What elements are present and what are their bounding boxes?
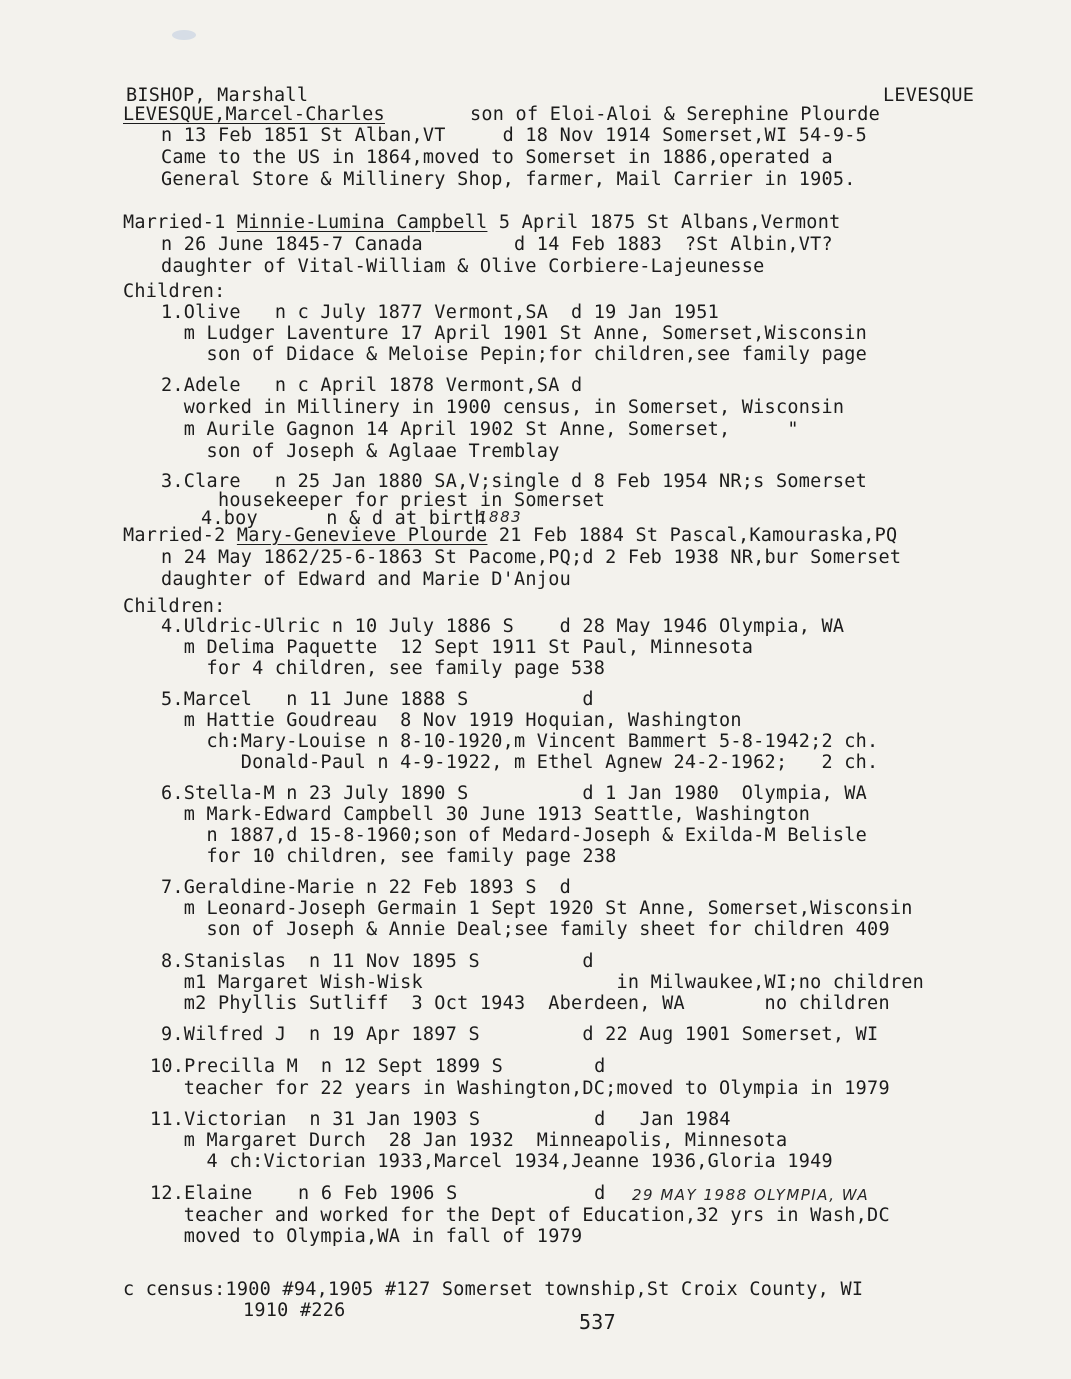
- marriage-2-spouse-parents: daughter of Edward and Marie D'Anjou: [161, 569, 571, 590]
- child-geraldine-marriage: m Leonard-Joseph Germain 1 Sept 1920 St Anne, Somerset,Wisconsin: [161, 898, 913, 919]
- child-elaine-note-2: moved to Olympia,WA in fall of 1979: [161, 1226, 583, 1247]
- subject-bio-1: Came to the US in 1864,moved to Somerset in 1886,operated a: [161, 147, 833, 168]
- marriage-2-prefix: Married-2: [123, 525, 237, 546]
- child-wilfred: 9.Wilfred J n 19 Apr 1897 S d 22 Aug 1901 Somerset, WI: [161, 1024, 879, 1045]
- marriage-1-rest: 5 April 1875 St Albans,Vermont: [487, 212, 841, 233]
- child-clare-note: housekeeper for priest in Somerset: [161, 490, 606, 511]
- child-stella-spouse-details: n 1887,d 15-8-1960;son of Medard-Joseph & Exilda-M Belisle: [161, 825, 868, 846]
- subject-birth-death: n 13 Feb 1851 St Alban,VT d 18 Nov 1914 Somerset,WI 54-9-5: [161, 125, 868, 146]
- child-adele: 2.Adele n c April 1878 Vermont,SA d: [161, 375, 583, 396]
- child-precilla-note: teacher for 22 years in Washington,DC;moved to Olympia in 1979: [161, 1078, 890, 1099]
- child-stella-children: for 10 children, see family page 238: [161, 846, 617, 867]
- header-right: LEVESQUE: [883, 85, 975, 106]
- page-number: 537: [579, 1310, 616, 1334]
- child-elaine-death-handwritten: 29 MAY 1988 OLYMPIA, WA: [632, 1186, 870, 1204]
- child-stella-marriage: m Mark-Edward Campbell 30 June 1913 Seattle, Washington: [161, 804, 811, 825]
- children-label-2: Children:: [123, 596, 226, 617]
- child-stanislas-marriage-1: m1 Margaret Wish-Wisk in Milwaukee,WI;no children: [161, 972, 924, 993]
- child-precilla: 10.Precilla M n 12 Sept 1899 S d: [150, 1056, 606, 1077]
- child-marcel: 5.Marcel n 11 June 1888 S d: [161, 689, 594, 710]
- child-uldric-marriage: m Delima Paquette 12 Sept 1911 St Paul, Minnesota: [161, 637, 754, 658]
- marriage-2-spouse-dates: n 24 May 1862/25-6-1863 St Pacome,PQ;d 2 Feb 1938 NR,bur Somerset: [161, 547, 902, 568]
- marriage-2-spouse: Mary-Genevieve Plourde: [236, 525, 488, 546]
- child-stanislas-marriage-2: m2 Phyllis Sutliff 3 Oct 1943 Aberdeen, WA no children: [161, 993, 890, 1014]
- child-marcel-child-1: ch:Mary-Louise n 8-10-1920,m Vincent Bammert 5-8-1942;2 ch.: [161, 731, 879, 752]
- child-olive: 1.Olive n c July 1877 Vermont,SA d 19 Jan 1951: [161, 302, 720, 323]
- marriage-1-line: [123, 212, 840, 234]
- child-adele-spouse-parents: son of Joseph & Aglaae Tremblay: [161, 441, 560, 462]
- child-victorian: 11.Victorian n 31 Jan 1903 S d Jan 1984: [150, 1109, 731, 1130]
- subject-parents: son of Eloi-Aloi & Serephine Plourde: [470, 104, 880, 125]
- child-uldric: 4.Uldric-Ulric n 10 July 1886 S d 28 May 1946 Olympia, WA: [161, 616, 845, 637]
- marriage-1-spouse-parents: daughter of Vital-William & Olive Corbiere-Lajeunesse: [161, 256, 765, 277]
- marriage-1-spouse-dates: n 26 June 1845-7 Canada d 14 Feb 1883 ?St Albin,VT?: [161, 234, 833, 255]
- child-uldric-children: for 4 children, see family page 538: [161, 658, 606, 679]
- child-stanislas: 8.Stanislas n 11 Nov 1895 S d: [161, 951, 594, 972]
- child-geraldine: 7.Geraldine-Marie n 22 Feb 1893 S d: [161, 877, 571, 898]
- census-line-1: c census:1900 #94,1905 #127 Somerset township,St Croix County, WI: [123, 1279, 864, 1300]
- marriage-1-prefix: Married-1: [123, 212, 237, 233]
- child-olive-marriage: m Ludger Laventure 17 April 1901 St Anne, Somerset,Wisconsin: [161, 323, 868, 344]
- child-elaine: 12.Elaine n 6 Feb 1906 S d: [150, 1183, 606, 1204]
- marriage-2-rest: 21 Feb 1884 St Pascal,Kamouraska,PQ: [487, 525, 898, 546]
- marriage-2-line: [123, 525, 897, 547]
- child-stella: 6.Stella-M n 23 July 1890 S d 1 Jan 1980 Olympia, WA: [161, 783, 868, 804]
- child-elaine-note-1: teacher and worked for the Dept of Education,32 yrs in Wash,DC: [161, 1205, 890, 1226]
- child-victorian-children: 4 ch:Victorian 1933,Marcel 1934,Jeanne 1936,Gloria 1949: [161, 1151, 833, 1172]
- child-clare: 3.Clare n 25 Jan 1880 SA,V;single d 8 Feb 1954 NR;s Somerset: [161, 471, 868, 492]
- child-boy-year-handwritten: 1883: [478, 508, 523, 526]
- child-adele-note: worked in Millinery in 1900 census, in Somerset, Wisconsin: [161, 397, 845, 418]
- child-adele-marriage: m Aurile Gagnon 14 April 1902 St Anne, Somerset, ": [161, 419, 799, 440]
- blue-smudge: [172, 30, 196, 40]
- child-boy: 4.boy n & d at birth: [201, 508, 486, 529]
- census-line-2: 1910 #226: [243, 1300, 346, 1321]
- subject-bio-2: General Store & Millinery Shop, farmer, Mail Carrier in 1905.: [161, 169, 856, 190]
- subject-name: LEVESQUE,Marcel-Charles: [123, 104, 385, 125]
- children-label-1: Children:: [123, 281, 226, 302]
- child-olive-spouse-parents: son of Didace & Meloise Pepin;for children,see family page: [161, 344, 868, 365]
- child-marcel-marriage: m Hattie Goudreau 8 Nov 1919 Hoquian, Washington: [161, 710, 742, 731]
- marriage-1-spouse: Minnie-Lumina Campbell: [236, 212, 488, 233]
- child-marcel-child-2: Donald-Paul n 4-9-1922, m Ethel Agnew 24-2-1962; 2 ch.: [161, 752, 879, 773]
- child-geraldine-spouse-parents: son of Joseph & Annie Deal;see family sheet for children 409: [161, 919, 890, 940]
- header-left: BISHOP, Marshall: [126, 85, 309, 106]
- child-victorian-marriage: m Margaret Durch 28 Jan 1932 Minneapolis, Minnesota: [161, 1130, 788, 1151]
